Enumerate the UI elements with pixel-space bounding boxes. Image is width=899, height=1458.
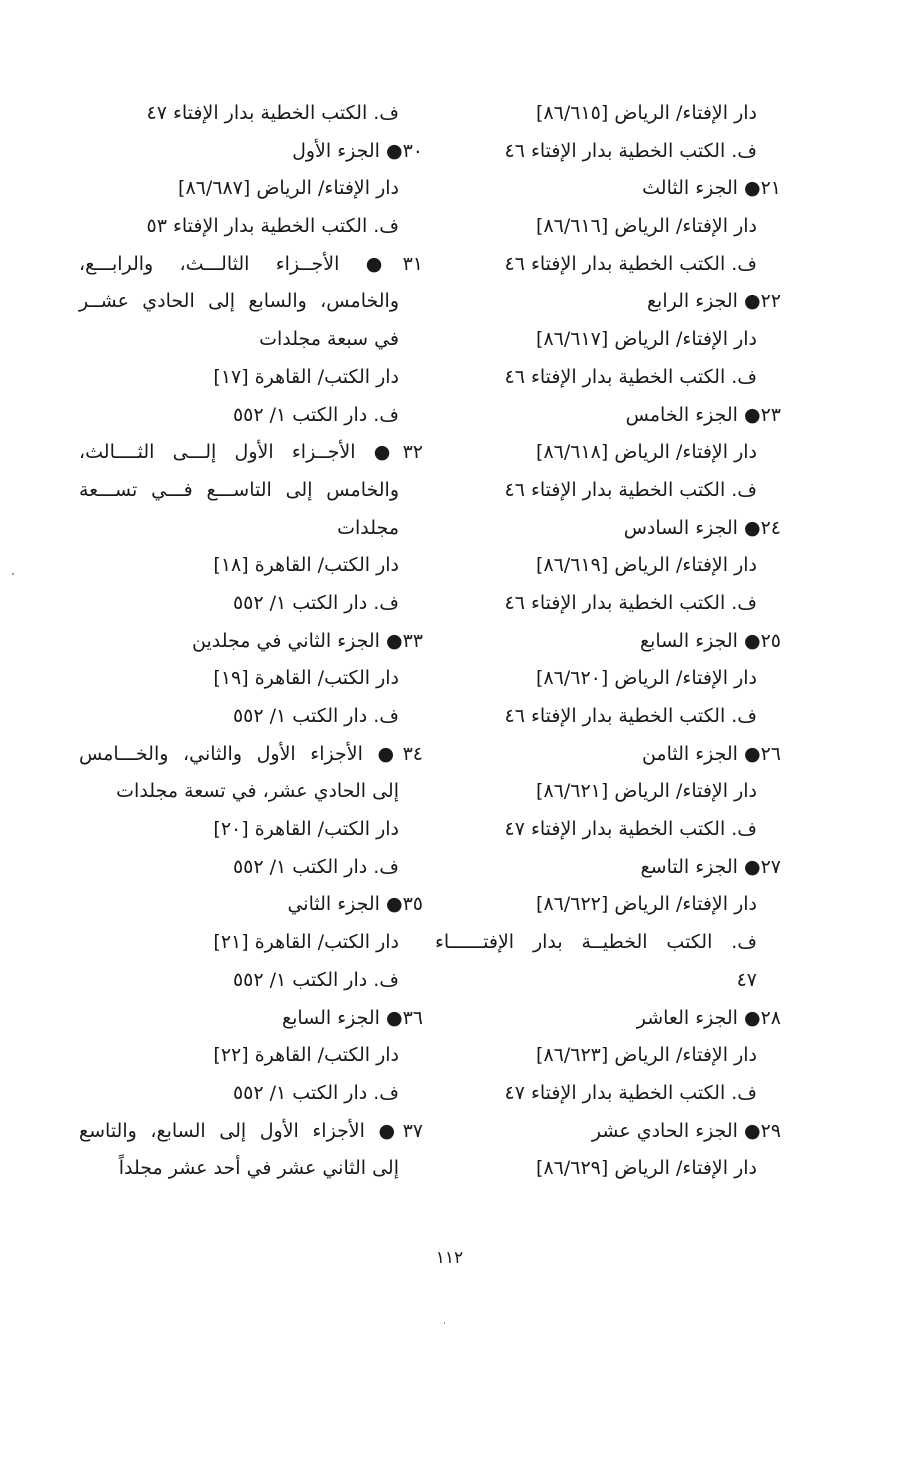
entry-line: إلى الحادي عشر، في تسعة مجلدات: [116, 780, 399, 803]
entry-line: ف. دار الكتب ١/ ٥٥٢: [232, 1081, 399, 1104]
entry-line: ف. الكتب الخطية بدار الإفتاء ٤٦: [504, 365, 757, 388]
entry-heading: ٣٥● الجزء الثاني: [287, 893, 423, 916]
entry-heading: ٢٨● الجزء العاشر: [636, 1006, 781, 1029]
entry-line: دار الكتب/ القاهرة [١٧]: [213, 365, 399, 388]
right-column: [435, 95, 781, 1188]
entry-line: دار الكتب/ القاهرة [١٨]: [213, 554, 399, 577]
entry-heading: ٣٢● الأجــزاء الأول إلـــى الثــــالث،: [79, 441, 423, 464]
entry-heading: ٣١● الأجــزاء الثالـــث، والرابـــع،: [79, 252, 423, 275]
entry-line: ٤٧: [736, 968, 757, 991]
entry-line: دار الإفتاء/ الرياض [٨٦/٦١٨]: [536, 441, 757, 464]
entry-line: دار الإفتاء/ الرياض [٨٦/٦٢١]: [536, 780, 757, 803]
entry-heading: ٢٥● الجزء السابع: [639, 629, 781, 652]
entry-line: دار الكتب/ القاهرة [٢١]: [213, 931, 399, 954]
scan-speck: [444, 1322, 445, 1324]
entry-heading: ٣٦● الجزء السابع: [281, 1006, 423, 1029]
entry-heading: ٢٧● الجزء التاسع: [640, 855, 781, 878]
entry-line: دار الإفتاء/ الرياض [٨٦/٦٢٢]: [536, 893, 757, 916]
entry-heading: ٢٣● الجزء الخامس: [625, 403, 781, 426]
entry-line: ف. دار الكتب ١/ ٥٥٢: [232, 403, 399, 426]
entry-heading: ٣٤● الأجزاء الأول والثاني، والخـــامس: [79, 742, 423, 765]
entry-line: دار الإفتاء/ الرياض [٨٦/٦٨٧]: [178, 177, 399, 200]
entry-line: دار الكتب/ القاهرة [١٩]: [213, 667, 399, 690]
left-column: [79, 95, 423, 1188]
entry-line: ف. الكتب الخطية بدار الإفتاء ٤٦: [504, 478, 757, 501]
entry-line: دار الإفتاء/ الرياض [٨٦/٦٢٩]: [536, 1157, 757, 1180]
entry-line: ف. الكتب الخطية بدار الإفتاء ٤٧: [146, 102, 399, 124]
entry-line: دار الكتب/ القاهرة [٢٢]: [213, 1044, 399, 1067]
entry-line: ف. الكتب الخطية بدار الإفتاء ٥٣: [146, 215, 399, 238]
entry-heading: ٢١● الجزء الثالث: [642, 177, 781, 200]
entry-heading: ٢٩● الجزء الحادي عشر: [591, 1119, 781, 1142]
entry-line: ف. الكتب الخطية بدار الإفتاء ٤٦: [504, 252, 757, 275]
entry-line: ف. الكتب الخطيــة بدار الإفتــــــاء: [435, 931, 757, 954]
entry-line: دار الإفتاء/ الرياض [٨٦/٦٢٠]: [536, 667, 757, 690]
entry-heading: ٣٧● الأجزاء الأول إلى السابع، والتاسع: [79, 1119, 423, 1142]
entry-line: ف. الكتب الخطية بدار الإفتاء ٤٧: [504, 818, 757, 841]
entry-line: دار الإفتاء/ الرياض [٨٦/٦٢٣]: [536, 1044, 757, 1067]
entry-line: إلى الثاني عشر في أحد عشر مجلداً: [118, 1157, 399, 1180]
entry-line: والخامس، والسابع إلى الحادي عشــر: [79, 290, 399, 313]
entry-heading: ٢٦● الجزء الثامن: [641, 742, 781, 765]
scan-speck: [12, 573, 14, 575]
entry-line: دار الإفتاء/ الرياض [٨٦/٦١٧]: [536, 328, 757, 351]
entry-heading: ٢٢● الجزء الرابع: [646, 290, 781, 313]
entry-line: ف. دار الكتب ١/ ٥٥٢: [232, 705, 399, 727]
entry-line: مجلدات: [337, 516, 399, 539]
entry-heading: ٣٠● الجزء الأول: [292, 139, 423, 162]
entry-line: ف. الكتب الخطية بدار الإفتاء ٤٦: [504, 139, 757, 162]
entry-line: في سبعة مجلدات: [259, 328, 399, 351]
entry-line: ف. دار الكتب ١/ ٥٥٢: [232, 855, 399, 878]
page-number: ١١٢: [435, 1248, 464, 1268]
entry-heading: ٣٣● الجزء الثاني في مجلدين: [192, 629, 423, 652]
entry-line: دار الإفتاء/ الرياض [٨٦/٦١٦]: [536, 215, 757, 238]
entry-line: دار الإفتاء/ الرياض [٨٦/٦١٥]: [536, 102, 757, 124]
entry-line: دار الكتب/ القاهرة [٢٠]: [213, 818, 399, 841]
entry-line: ف. الكتب الخطية بدار الإفتاء ٤٦: [504, 705, 757, 727]
entry-line: ف. دار الكتب ١/ ٥٥٢: [232, 591, 399, 614]
entry-line: ف. دار الكتب ١/ ٥٥٢: [232, 968, 399, 991]
entry-line: ف. الكتب الخطية بدار الإفتاء ٤٧: [504, 1081, 757, 1104]
entry-line: دار الإفتاء/ الرياض [٨٦/٦١٩]: [536, 554, 757, 577]
entry-heading: ٢٤● الجزء السادس: [623, 516, 781, 539]
entry-line: ف. الكتب الخطية بدار الإفتاء ٤٦: [504, 591, 757, 614]
entry-line: والخامس إلى التاســـع فـــي تســـعة: [79, 478, 399, 501]
